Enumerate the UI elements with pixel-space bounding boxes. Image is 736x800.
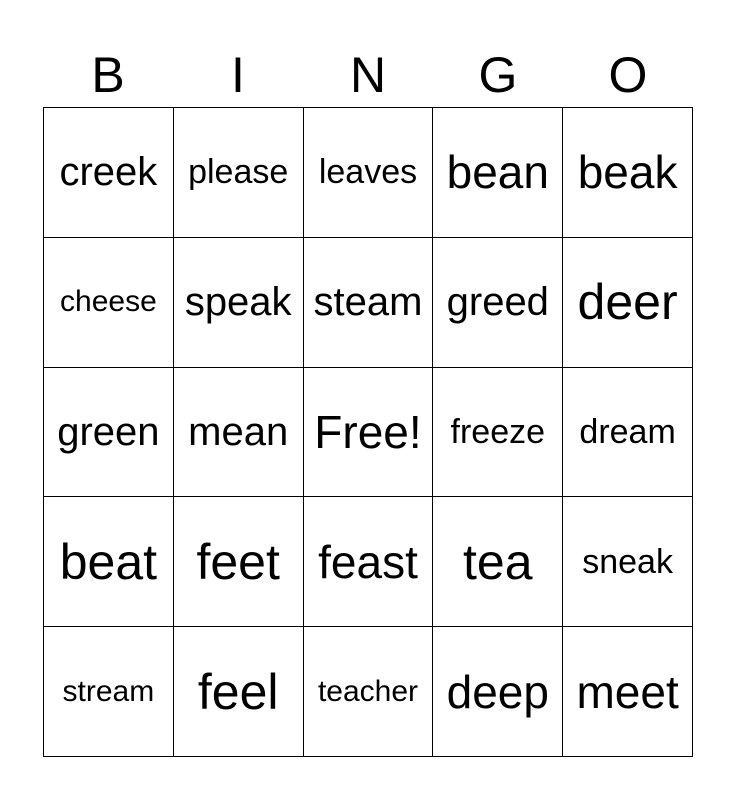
- bingo-cell[interactable]: freeze: [433, 368, 563, 498]
- bingo-cell[interactable]: speak: [174, 238, 304, 368]
- bingo-cell[interactable]: feet: [174, 497, 304, 627]
- bingo-header: [43, 42, 693, 108]
- bingo-cell[interactable]: dream: [563, 368, 693, 498]
- bingo-cell[interactable]: leaves: [304, 108, 434, 238]
- header-letter-b: B: [91, 47, 125, 103]
- bingo-cell[interactable]: sneak: [563, 497, 693, 627]
- bingo-cell[interactable]: deep: [433, 627, 563, 757]
- bingo-cell[interactable]: bean: [433, 108, 563, 238]
- bingo-cell[interactable]: beat: [44, 497, 174, 627]
- bingo-cell[interactable]: teacher: [304, 627, 434, 757]
- header-letter-n: N: [349, 47, 387, 103]
- header-letter-o: O: [608, 47, 648, 103]
- bingo-cell[interactable]: beak: [563, 108, 693, 238]
- bingo-cell[interactable]: greed: [433, 238, 563, 368]
- bingo-cell[interactable]: meet: [563, 627, 693, 757]
- bingo-cell[interactable]: green: [44, 368, 174, 498]
- bingo-grid: [43, 107, 693, 757]
- bingo-cell[interactable]: please: [174, 108, 304, 238]
- bingo-cell[interactable]: stream: [44, 627, 174, 757]
- bingo-cell[interactable]: creek: [44, 108, 174, 238]
- bingo-cell[interactable]: feast: [304, 497, 434, 627]
- bingo-cell[interactable]: feel: [174, 627, 304, 757]
- bingo-cell[interactable]: cheese: [44, 238, 174, 368]
- bingo-cell[interactable]: mean: [174, 368, 304, 498]
- bingo-cell-free[interactable]: Free!: [304, 368, 434, 498]
- bingo-cell[interactable]: deer: [563, 238, 693, 368]
- bingo-cell[interactable]: tea: [433, 497, 563, 627]
- bingo-cell[interactable]: steam: [304, 238, 434, 368]
- header-letter-i: I: [231, 47, 245, 103]
- header-letter-g: G: [478, 47, 518, 103]
